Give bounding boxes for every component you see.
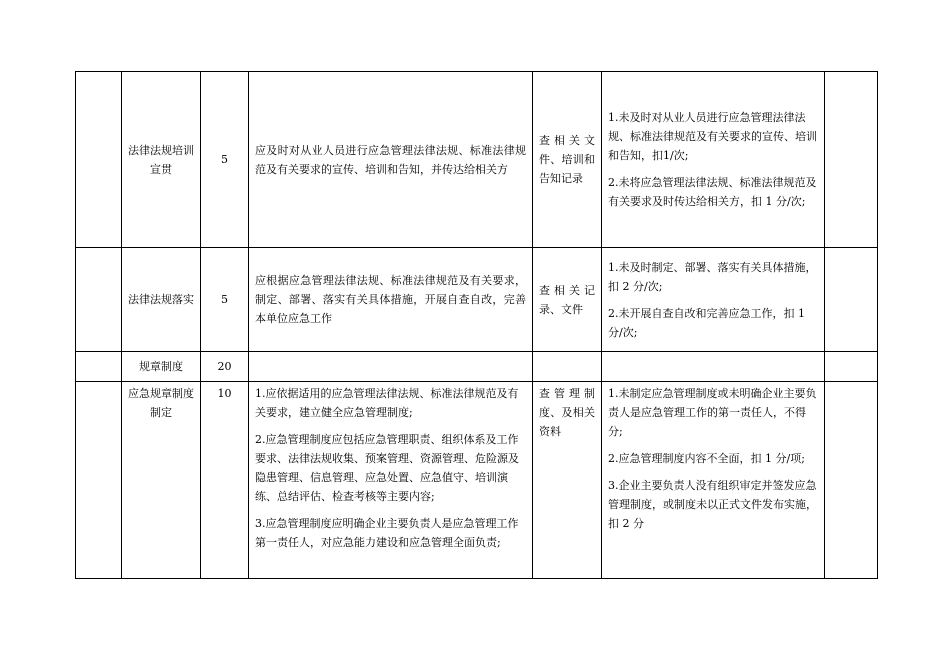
score-cell: 10 — [201, 382, 249, 579]
remarks-cell — [825, 72, 878, 248]
item-cell: 法律法规落实 — [122, 248, 201, 352]
deduction-cell — [602, 72, 825, 248]
method-cell: 查管理制度、及相关资料 — [533, 382, 602, 579]
table-row — [76, 382, 878, 579]
category-cell — [76, 352, 122, 382]
score-cell: 20 — [201, 352, 249, 382]
deduction-cell — [602, 382, 825, 579]
remarks-cell — [825, 248, 878, 352]
table-row — [76, 248, 878, 352]
deduction-text: 1.未及时制定、部署、落实有关具体措施，扣 2 分/次; — [608, 260, 817, 293]
method-cell: 查相关记录、文件 — [533, 248, 602, 352]
requirement-text: 2.应急管理制度应包括应急管理职责、组织体系及工作要求、法律法规收集、预案管理、资源管理、危险源及隐患管理、信息管理、应急处置、应急值守、培训演练、总结评估、检查考核等主要内容; — [255, 433, 519, 503]
requirement-cell — [249, 352, 533, 382]
item-cell: 法律法规培训宣贯 — [122, 72, 201, 248]
deduction-text: 2.应急管理制度内容不全面，扣 1 分/项; — [608, 452, 805, 465]
score-cell: 5 — [201, 248, 249, 352]
category-cell — [76, 72, 122, 248]
table-row — [76, 72, 878, 248]
method-cell: 查相关文件、培训和告知记录 — [533, 72, 602, 248]
requirement-cell — [249, 72, 533, 248]
item-cell: 应急规章制度制定 — [122, 382, 201, 579]
assessment-table — [75, 71, 878, 579]
category-cell — [76, 248, 122, 352]
requirement-text: 1.应依据适用的应急管理法律法规、标准法律规范及有关要求，建立健全应急管理制度; — [255, 387, 519, 419]
category-cell — [76, 382, 122, 579]
remarks-cell — [825, 352, 878, 382]
method-cell — [533, 352, 602, 382]
remarks-cell — [825, 382, 878, 579]
deduction-text: 2.未开展自查自改和完善应急工作，扣 1 分/次; — [608, 306, 805, 339]
deduction-text: 3.企业主要负责人没有组织审定并签发应急管理制度，或制度未以正式文件发布实施，扣 2 分 — [608, 479, 817, 530]
table-row — [76, 352, 878, 382]
deduction-text: 1.未及时对从业人员进行应急管理法律法规、标准法律规范及有关要求的宣传、培训和告知，扣1/次; — [608, 111, 817, 162]
deduction-text: 2.未将应急管理法律法规、标准法律规范及有关要求及时传达给相关方，扣 1 分/次; — [608, 176, 817, 208]
requirement-cell — [249, 248, 533, 352]
item-cell: 规章制度 — [122, 352, 201, 382]
deduction-cell — [602, 352, 825, 382]
score-cell: 5 — [201, 72, 249, 248]
deduction-cell — [602, 248, 825, 352]
deduction-text: 1.未制定应急管理制度或未明确企业主要负责人是应急管理工作的第一责任人，不得分; — [608, 387, 817, 438]
requirement-text: 3.应急管理制度应明确企业主要负责人是应急管理工作第一责任人，对应急能力建设和应急管理全面负责; — [255, 517, 519, 549]
requirement-text: 应根据应急管理法律法规、标准法律规范及有关要求，制定、部署、落实有关具体措施，开展自查自改，完善本单位应急工作 — [255, 274, 526, 325]
requirement-cell — [249, 382, 533, 579]
requirement-text: 应及时对从业人员进行应急管理法律法规、标准法律规范及有关要求的宣传、培训和告知，并传达给相关方 — [255, 143, 526, 176]
